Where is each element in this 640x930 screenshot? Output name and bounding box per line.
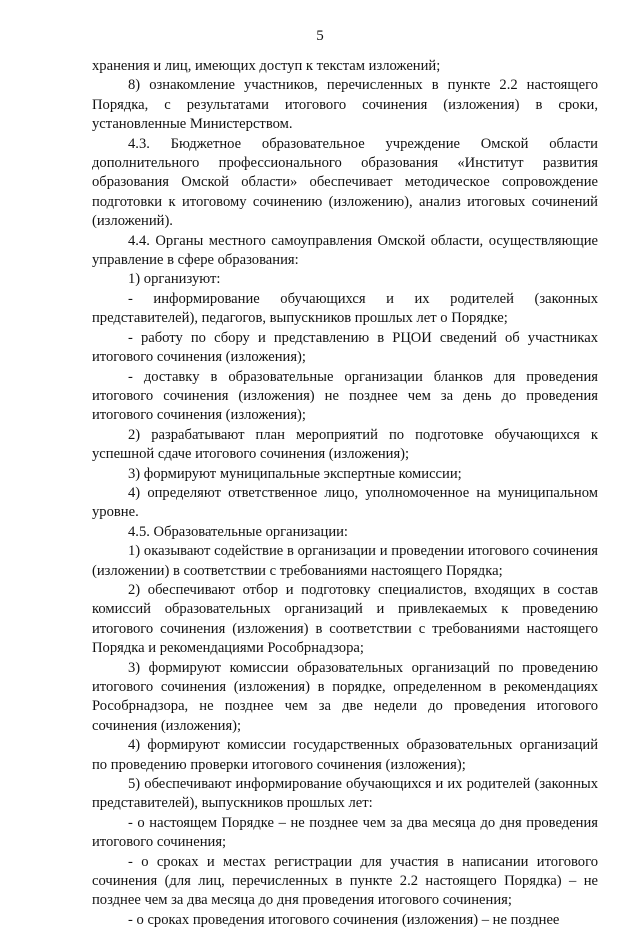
paragraph: 4) определяют ответственное лицо, уполномоченное на муниципальном уровне. [92, 484, 598, 521]
paragraph: 1) оказывают содействие в организации и проведении итогового сочинения (изложении) в соответствии с требованиями настоящего Порядка; [92, 543, 598, 579]
paragraph: 1) организуют: [128, 271, 221, 288]
paragraph: 2) обеспечивают отбор и подготовку специалистов, входящих в состав комиссий образовательных организаций и привлекаемых к проведению итогового сочинения (изложения) в соответствии с требованиями настоящего Порядка и рекомендациями Рособрнадзора; [92, 581, 598, 657]
paragraph: - о сроках и местах регистрации для участия в написании итогового сочинения (для лиц, перечисленных в пункте 2.2 настоящего Порядка) – не позднее чем за два месяца до дня проведения итогового сочинения; [92, 853, 598, 909]
paragraph: 3) формируют комиссии образовательных организаций по проведению итогового сочинения (изложения) в порядке, определенном в рекомендациях Рособрнадзора, не позднее чем за две недели до проведения итогового сочинения (изложения); [92, 659, 598, 734]
paragraph: 4) формируют комиссии государственных образовательных организаций по проведению проверки итогового сочинения (изложения); [92, 737, 598, 773]
paragraph: 2) разрабатывают план мероприятий по подготовке обучающихся к успешной сдаче итогового сочинения (изложения); [92, 426, 598, 463]
paragraph: 5) обеспечивают информирование обучающихся и их родителей (законных представителей), выпускников прошлых лет: [92, 776, 598, 812]
paragraph: - о сроках проведения итогового сочинения (изложения) – не позднее [128, 911, 560, 928]
paragraph: хранения и лиц, имеющих доступ к текстам изложений; [92, 58, 441, 74]
paragraph: 8) ознакомление участников, перечисленных в пункте 2.2 настоящего Порядка, с результатами итогового сочинения (изложения) в сроки, установленные Министерством. [92, 77, 598, 133]
document-body [92, 57, 598, 930]
paragraph: 3) формируют муниципальные экспертные комиссии; [128, 465, 462, 482]
paragraph: 4.3. Бюджетное образовательное учреждение Омской области дополнительного профессионального образования «Институт развития образования Омской области» обеспечивает методическое сопровождение подготовки к итоговому сочинению (изложению), анализ итоговых сочинений (изложений). [92, 135, 598, 230]
paragraph: 4.4. Органы местного самоуправления Омской области, осуществляющие управление в сфере образования: [92, 232, 598, 269]
paragraph: - информирование обучающихся и их родителей (законных представителей), педагогов, выпускников прошлых лет о Порядке; [92, 290, 598, 327]
paragraph: - о настоящем Порядке – не позднее чем за два месяца до дня проведения итогового сочинения; [92, 814, 598, 851]
page-number: 5 [316, 28, 324, 44]
paragraph: - доставку в образовательные организации бланков для проведения итогового сочинения (изложения) не позднее чем за день до проведения итогового сочинения (изложения); [92, 368, 598, 424]
paragraph: 4.5. Образовательные организации: [128, 523, 348, 540]
paragraph: - работу по сбору и представлению в РЦОИ сведений об участниках итогового сочинения (изложения); [92, 329, 598, 366]
